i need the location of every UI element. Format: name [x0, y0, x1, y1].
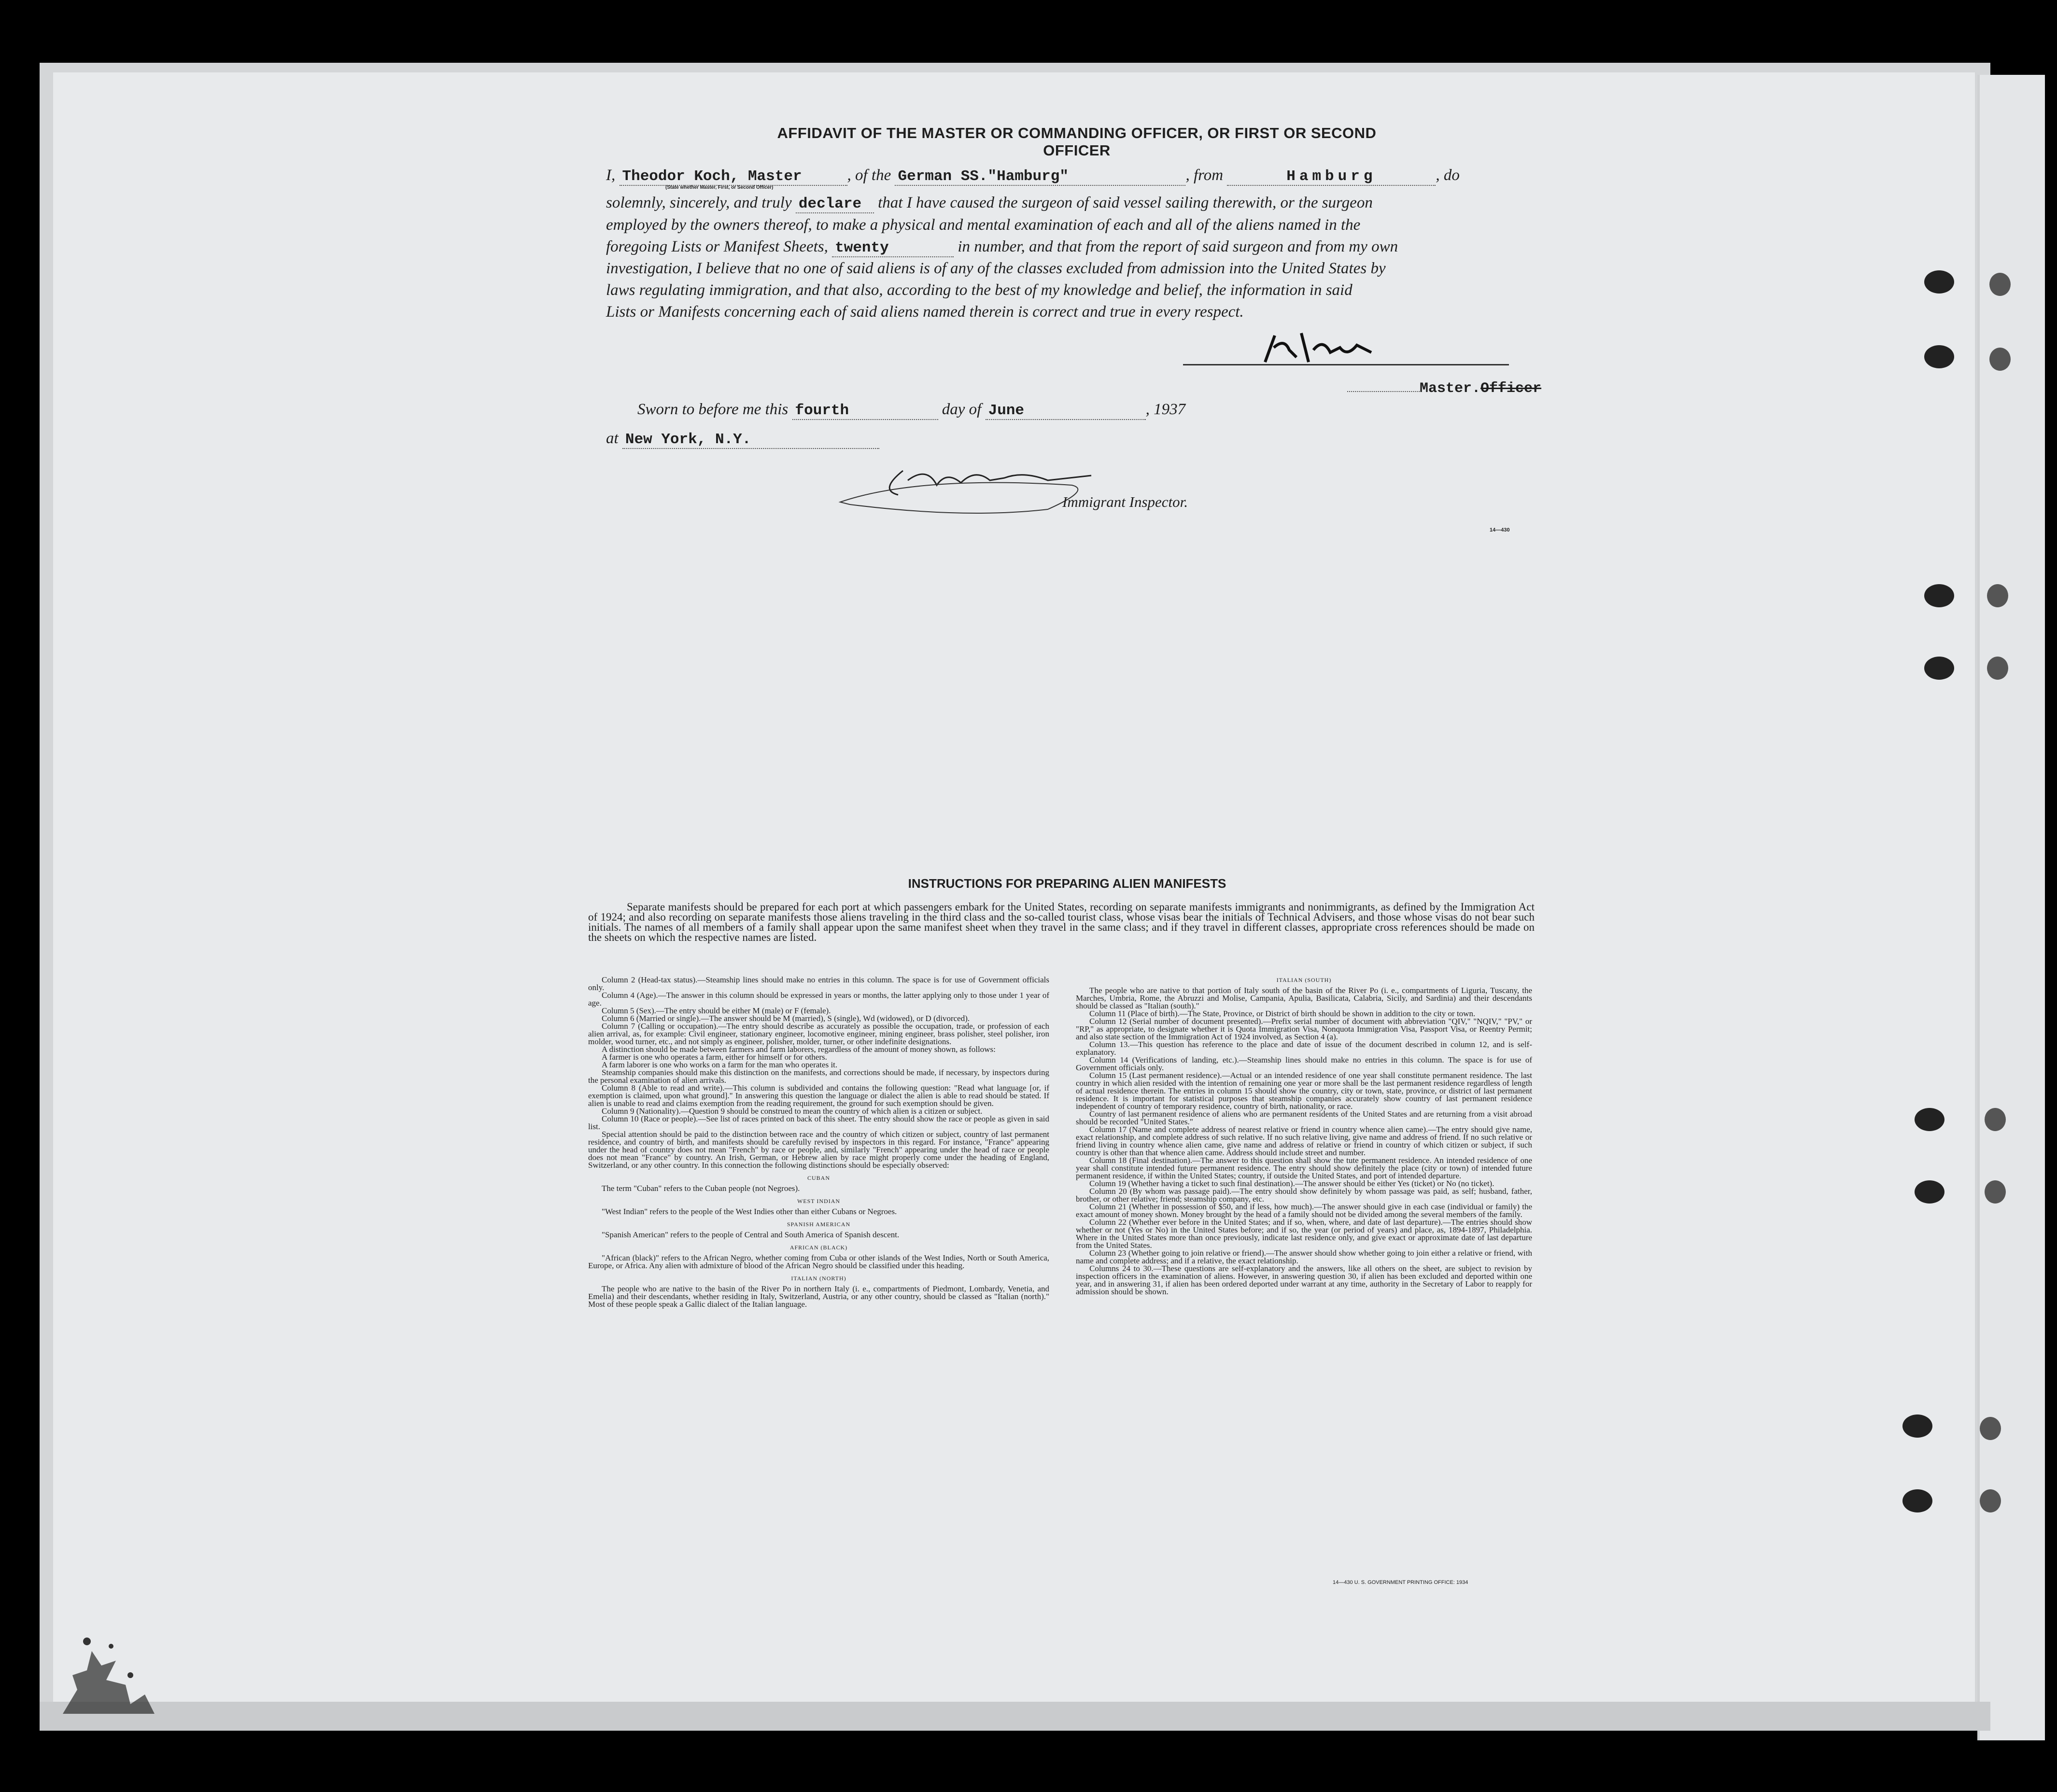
binder-hole [1924, 657, 1954, 680]
affidavit-title: AFFIDAVIT OF THE MASTER OR COMMANDING OFFICER, OR FIRST OR SECOND OFFICER [777, 125, 1377, 159]
binder-hole [1989, 273, 2011, 296]
heading-west-indian: WEST INDIAN [797, 1198, 841, 1204]
paragraph: Column 10 (Race or people).—See list of races printed on back of this sheet. The entry should show the race or people as given in said list. [588, 1114, 1049, 1131]
paragraph: The people who are native to that portion of Italy south of the basin of the River Po (i. e., compartments of Liguria, Tuscany, the Marches, Umbria, Rome, the Abruzzi and Molise, Campania, Apulia, Basilicata, Calabria, Sicily, and Sardinia) and their descendants should be classed as "Italian (south)." [1076, 986, 1532, 1010]
binder-hole [1902, 1414, 1932, 1438]
paragraph: Column 20 (By whom was passage paid).—The entry should show definitely by whom passage was paid, as self; husband, father, brother, or other relative; friend; steamship company, etc. [1076, 1187, 1532, 1204]
binder-hole [1902, 1489, 1932, 1512]
paragraph: Column 11 (Place of birth).—The State, Province, or District of birth should be shown in addition to the city or town. [1089, 1009, 1476, 1018]
binder-hole [1924, 345, 1954, 368]
binder-hole [1924, 270, 1954, 294]
heading-italian-south: ITALIAN (SOUTH) [1276, 977, 1332, 983]
paragraph: Special attention should be paid to the distinction between race and the country of which citizen or subject, country of last permanent residence, and country of birth, and manifests should be carefully revised by inspectors in this regard. For instance, "France" appearing under the head of country does not mean "French" by race or people, and, similarly "French" appearing under the head of race or people does not mean "France" by country. An Irish, German, or Hebrew alien by race might properly come under the heading of England, Switzerland, or any other country. In this connection the following distinctions should be especially observed: [588, 1130, 1049, 1170]
paragraph: Column 8 (Able to read and write).—This column is subdivided and contains the following question: "Read what language [or, if exemption is claimed, upon what ground]." In answering this question the language or dialect the alien is able to read should be stated. If alien is unable to read and claims exemption from the reading requirement, the ground for such exemption should be given. [588, 1083, 1049, 1108]
paragraph: A distinction should be made between farmers and farm laborers, regardless of the amount of money shown, as follows: [602, 1045, 996, 1054]
affidavit-line-4 [606, 238, 1398, 257]
paragraph: A farm laborer is one who works on a farm for the man who operates it. [602, 1060, 838, 1069]
paragraph: The people who are native to the basin of the River Po in northern Italy (i. e., compartments of Piedmont, Lombardy, Venetia, and Emelia) and their descendants, whether residing in Italy, Switzerland, Austria, or any other country, should be classed as "Italian (north)." Most of these people speak a Gallic dialect of the Italian language. [588, 1284, 1049, 1309]
inspector-label: Immigrant Inspector. [1062, 493, 1188, 510]
binder-hole [1924, 584, 1954, 607]
vessel-field: German SS."Hamburg" [895, 168, 1185, 186]
text: foregoing Lists or Manifest Sheets, [606, 238, 828, 255]
paragraph: Column 18 (Final destination).—The answer to this question shall show the tute permanent residence. An intended residence of one year shall constitute intended future permanent residence. The entry should show definitely the place (city or town) of intended future permanent residence, if within the United States; country, if outside the United States, and port of intended departure. [1076, 1156, 1532, 1180]
struck-text: Officer [1480, 380, 1542, 397]
instructions-left-column [588, 976, 1049, 1308]
text: solemnly, sincerely, and truly [606, 194, 792, 211]
paragraph: Column 2 (Head-tax status).—Steamship lines should make no entries in this column. The space is for use of Government officials only. [588, 975, 1049, 992]
text: , 1937 [1145, 401, 1186, 418]
instructions-title: INSTRUCTIONS FOR PREPARING ALIEN MANIFESTS [908, 876, 1226, 891]
place-line [606, 430, 879, 449]
signer-title [1347, 380, 1541, 397]
binder-hole [1987, 584, 2008, 607]
declare-field: declare [796, 196, 874, 213]
paragraph: The term "Cuban" refers to the Cuban people (not Negroes). [602, 1184, 800, 1193]
paragraph: A farmer is one who operates a farm, either for himself or for others. [602, 1052, 827, 1062]
text: Sworn to before me this [637, 401, 789, 418]
paragraph: Country of last permanent residence of aliens who are permanent residents of the United States and are returning from a visit abroad should be recorded "United States." [1076, 1109, 1532, 1126]
paragraph: Column 9 (Nationality).—Question 9 should be construed to mean the country of which alien is a citizen or subject. [602, 1106, 983, 1116]
signature-line [1183, 364, 1509, 365]
text: Master. [1420, 380, 1481, 397]
binder-hole [1987, 657, 2008, 680]
instructions-right-column [1076, 976, 1532, 1296]
sworn-line [637, 401, 1185, 420]
count-field: twenty [832, 239, 954, 257]
text: day of [942, 401, 982, 418]
affidavit-line-5: investigation, I believe that no one of said aliens is of any of the classes excluded from admission into the United States by [606, 260, 1386, 277]
paragraph: Steamship companies should make this distinction on the manifests, and corrections should be made, if necessary, by inspectors during the personal examination of alien arrivals. [588, 1068, 1049, 1085]
paragraph: Column 12 (Serial number of document presented).—Prefix serial number of document with abbreviation "QIV," "NQIV," "PV," or "RP," as appropriate, to designate whether it is Quota Immigration Visa, Nonquota Immigration Visa, Passport Visa, or Reentry Permit; and also state section of the Immigration Act of 1924 involved, as Section 4 (a). [1076, 1017, 1532, 1041]
binder-hole [1915, 1108, 1944, 1131]
text: that I have caused the surgeon of said vessel sailing therewith, or the surgeon [878, 194, 1373, 211]
paragraph: Column 17 (Name and complete address of nearest relative or friend in country whence alien came).—The entry should give name, exact relationship, and complete address of such relative. If no such relative living, give name and address of friend. If no such relative or friend living in country whence alien came, give name and address of relative or friend in country of which citizen or subject, if such country is other than that whence alien came. Address should include street and number. [1076, 1125, 1532, 1157]
text: in number, and that from the report of said surgeon and from my own [958, 238, 1398, 255]
heading-spanish-american: SPANISH AMERICAN [787, 1221, 851, 1228]
officer-field: Theodor Koch, Master [620, 168, 847, 186]
paragraph: Column 4 (Age).—The answer in this column should be expressed in years or months, the latter applying only to those under 1 year of age. [588, 991, 1049, 1008]
printing-office-footer: 14—430 U. S. GOVERNMENT PRINTING OFFICE: 1934 [1333, 1580, 1468, 1585]
text: , of the [847, 167, 891, 184]
binder-hole [1985, 1180, 2006, 1204]
paragraph: Column 13.—This question has reference to the place and date of issue of the document described in column 12, and is self-explanatory. [1076, 1040, 1532, 1057]
port-field: Hamburg [1227, 168, 1436, 186]
text: I, [606, 167, 616, 184]
paragraph: Column 7 (Calling or occupation).—The entry should describe as accurately as possible the occupation, trade, or profession of each alien arrival, as, for example: Civil engineer, stationary engineer, locomotive engineer, mining engineer, brass polisher, steel polisher, iron molder, wood turner, etc., and not simply as engineer, polisher, molder, turner, or other indefinite designations. [588, 1022, 1049, 1046]
page-edge [40, 1702, 1990, 1731]
heading-cuban: CUBAN [807, 1175, 830, 1181]
form-number: 14—430 [1490, 527, 1510, 533]
master-signature [1255, 328, 1381, 367]
paragraph: Column 22 (Whether ever before in the United States; and if so, when, where, and date of last departure).—The entries should show whether or not (Yes or No) in the United States before; and if so, the year (or period of years) and place, as, 1894-1897, Philadelphia. Where in the United States more than once previously, indicate last residence only, and give exact or approximate date of last departure from the United States. [1076, 1218, 1532, 1250]
paragraph: Column 5 (Sex).—The entry should be either M (male) or F (female). [602, 1006, 831, 1015]
paragraph: "Spanish American" refers to the people of Central and South America of Spanish descent. [602, 1230, 900, 1239]
affidavit-line-1 [606, 167, 1460, 186]
binder-hole [1989, 348, 2011, 371]
binder-hole [1980, 1489, 2001, 1512]
instructions-intro: Separate manifests should be prepared for each port at which passengers embark for the United States, recording on separate manifests immigrants and nonimmigrants, as defined by the Immigration Act of 1924; and also recording on separate manifests those aliens traveling in the third class and the so-called tourist class, whose visas bear the initials of Technical Advisers, and those whose visas do not bear such initials. The names of all members of a family shall appear upon the same manifest sheet when they travel in the same class; and if they travel in different classes, appropriate cross references should be made on the sheets on which the respective names are listed. [588, 901, 1535, 943]
binder-hole [1915, 1180, 1944, 1204]
heading-italian-north: ITALIAN (NORTH) [791, 1275, 846, 1282]
binder-hole [1985, 1108, 2006, 1131]
paragraph: Column 23 (Whether going to join relative or friend).—The answer should show whether going to join either a relative or friend, with name and complete address; and if a relative, the exact relationship. [1076, 1248, 1532, 1265]
paragraph: Column 6 (Married or single).—The answer should be M (married), S (single), Wd (widowed), or D (divorced). [602, 1014, 970, 1023]
affidavit-line-7: Lists or Manifests concerning each of said aliens named therein is correct and true in every respect. [606, 303, 1244, 321]
text: at [606, 430, 619, 447]
binder-hole [1980, 1417, 2001, 1440]
affidavit-line-6: laws regulating immigration, and that also, according to the best of my knowledge and belief, the information in said [606, 281, 1353, 299]
heading-african: AFRICAN (BLACK) [789, 1244, 848, 1251]
paragraph: Column 15 (Last permanent residence).—Actual or an intended residence of one year shall constitute permanent residence. The last country in which alien resided with the intention of remaining one year or more shall be the last permanent residence regardless of length of actual residence therein. The entries in column 15 should show the country, city or town, state, province, or district of last permanent residence. It is important for statistical purposes that steamship companies accurately show country of last permanent residence independent of country of temporary residence, country of birth, nationality, or race. [1076, 1071, 1532, 1111]
text: , do [1436, 167, 1460, 184]
officer-note: (State whether Master, First, or Second Officer) [665, 185, 774, 190]
paragraph: Column 19 (Whether having a ticket to such final destination).—The answer should be either Yes (ticket) or No (no ticket). [1089, 1179, 1494, 1188]
ink-stain [58, 1593, 203, 1719]
paragraph: "African (black)" refers to the African Negro, whether coming from Cuba or other islands of the West Indies, North or South America, Europe, or Africa. Any alien with admixture of blood of the African Negro should be classified under this heading. [588, 1253, 1049, 1270]
month-field: June [986, 402, 1146, 420]
affidavit-line-3: employed by the owners thereof, to make a physical and mental examination of each and all of the aliens named in the [606, 216, 1361, 234]
day-field: fourth [792, 402, 938, 420]
paragraph: "West Indian" refers to the people of the West Indies other than either Cubans or Negroes. [602, 1207, 897, 1216]
paragraph: Column 21 (Whether in possession of $50, and if less, how much).—The answer should give in each case (individual or family) the exact amount of money shown. Money brought by the head of a family should not be divided among the several members of the family. [1076, 1202, 1532, 1219]
text: , from [1185, 167, 1224, 184]
place-field: New York, N.Y. [622, 431, 879, 449]
paragraph: Column 14 (Verifications of landing, etc.).—Steamship lines should make no entries in this column. The space is for use of Government officials only. [1076, 1055, 1532, 1072]
paragraph: Columns 24 to 30.—These questions are self-explanatory and the answers, like all others on the sheet, are subject to revision by inspection officers in the examination of aliens. However, in answering question 30, if alien has been excluded and deported within one year, and in answering 31, if alien has been ordered deported under warrant at any time, authority in the Secretary of Labor to reapply for admission should be shown. [1076, 1264, 1532, 1296]
affidavit-line-2 [606, 194, 1373, 213]
